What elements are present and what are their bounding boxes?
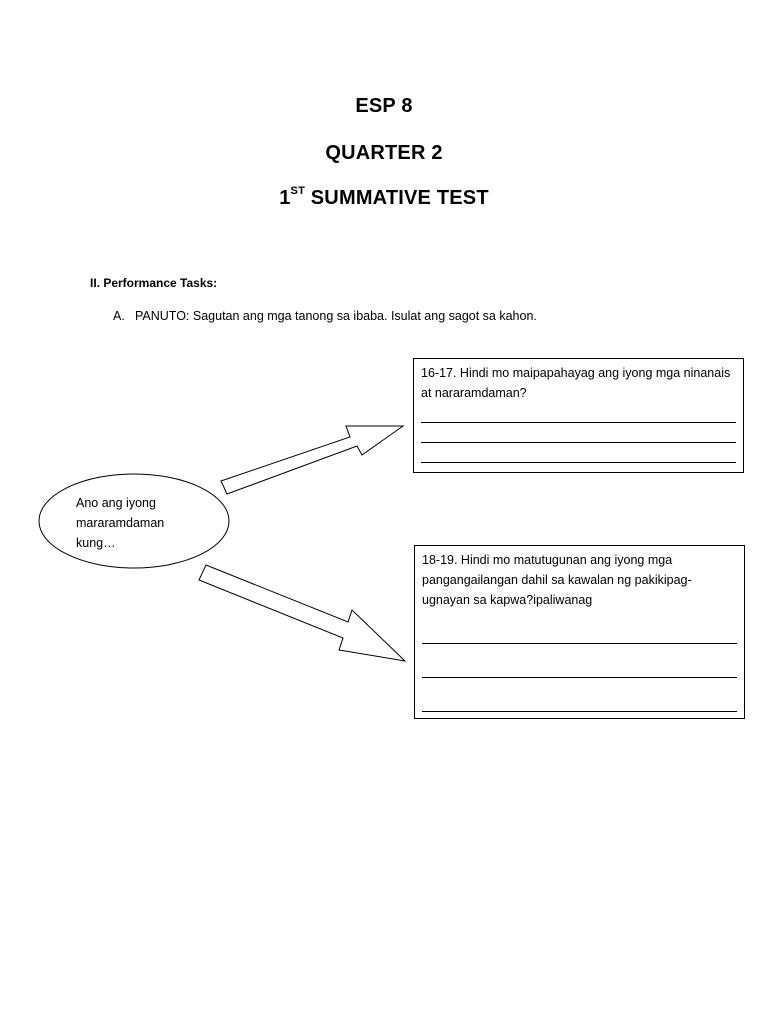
quarter-title: QUARTER 2 — [325, 142, 443, 164]
arrow-to-question-2 — [199, 565, 405, 661]
test-number: 1 — [279, 187, 291, 209]
question-2-text: 18-19. Hindi mo matutugunan ang iyong mga pangangailangan dahil sa kawalan ng pakikipag-ugnayan sa kapwa?ipaliwanag — [422, 553, 692, 607]
answer-line[interactable] — [422, 643, 737, 644]
test-name: SUMMATIVE TEST — [305, 187, 489, 209]
test-number-suffix: ST — [290, 185, 306, 198]
section-heading: II. Performance Tasks: — [90, 276, 218, 290]
answer-line[interactable] — [421, 462, 736, 463]
answer-line[interactable] — [421, 422, 736, 423]
answer-box-question-2[interactable] — [414, 545, 745, 719]
prompt-oval-text: Ano ang iyong mararamdaman kung… — [76, 496, 165, 550]
answer-line[interactable] — [422, 677, 737, 678]
subject-title: ESP 8 — [355, 95, 413, 117]
instruction-text: PANUTO: Sagutan ang mga tanong sa ibaba. Isulat ang sagot sa kahon. — [135, 309, 537, 323]
arrow-to-question-1 — [221, 426, 403, 494]
instruction-marker: A. — [113, 309, 125, 323]
answer-box-question-1[interactable] — [413, 358, 744, 473]
question-1-text: 16-17. Hindi mo maipapahayag ang iyong mga ninanais at nararamdaman? — [421, 366, 731, 400]
answer-line[interactable] — [421, 442, 736, 443]
answer-line[interactable] — [422, 711, 737, 712]
